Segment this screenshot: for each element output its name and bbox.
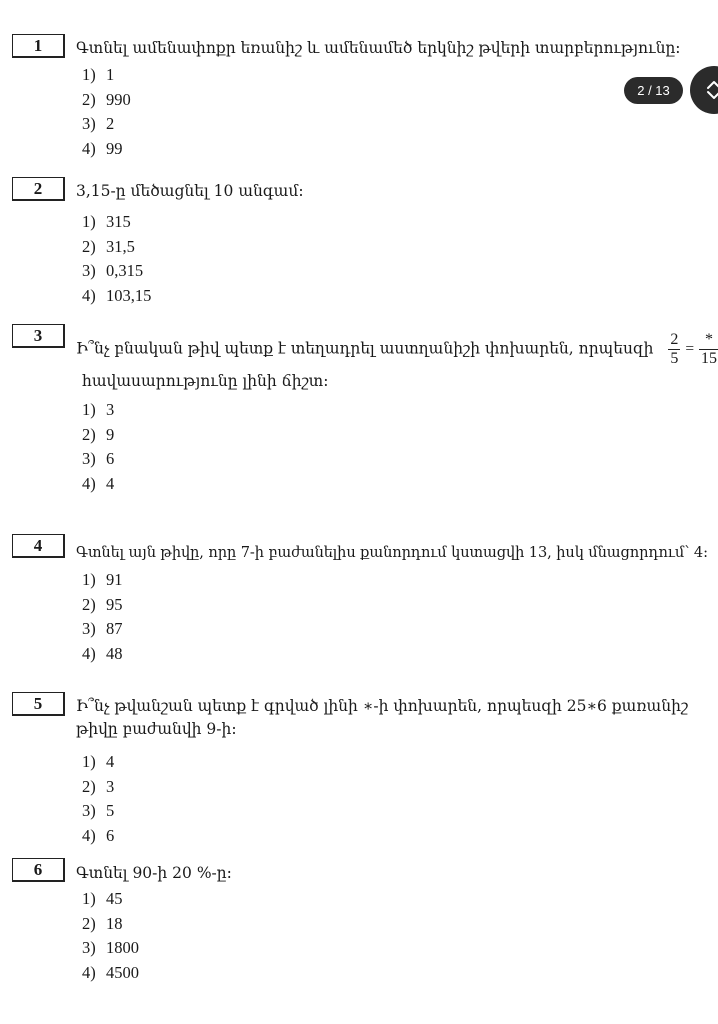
answer-option[interactable]: 2) 990 xyxy=(82,89,131,109)
question-number-box: 1 xyxy=(12,34,65,58)
answer-option[interactable]: 3) 87 xyxy=(82,619,123,638)
chevron-up-down-icon xyxy=(702,78,718,102)
answer-options xyxy=(82,568,123,666)
answer-option[interactable]: 3) 2 xyxy=(82,114,115,133)
question-number-box: 2 xyxy=(12,177,65,201)
question-number-box: 3 xyxy=(12,324,65,348)
answer-option[interactable]: 1) 4 xyxy=(82,752,115,771)
question-text-line2: հավասարությունը լինի ճիշտ: xyxy=(82,372,329,390)
answer-option[interactable]: 4) 4500 xyxy=(82,962,139,982)
fraction-star-fifteen: $\frac{*}{15}$ xyxy=(701,331,718,367)
fraction-two-fifths: $\frac{2}{5}$ xyxy=(670,331,679,367)
answer-option[interactable]: 1) 3 xyxy=(82,400,115,419)
answer-options xyxy=(82,210,151,308)
question-text: Գտնել 90-ի 20 %-ը: xyxy=(76,864,232,882)
answer-option[interactable]: 2) 9 xyxy=(82,424,115,444)
answer-options xyxy=(82,63,131,161)
answer-option[interactable]: 4) 48 xyxy=(82,643,123,663)
answer-option[interactable]: 2) 18 xyxy=(82,913,123,933)
question-text xyxy=(76,331,718,368)
page-navigation-button[interactable] xyxy=(690,66,718,114)
question-text: Ի՞նչ թվանշան պետք է գրված լինի ∗-ի փոխարեն, որպեսզի 25∗6 քառանիշ xyxy=(76,697,689,715)
question-number-box: 5 xyxy=(12,692,65,716)
equals-sign: = xyxy=(685,340,695,358)
answer-option[interactable]: 4) 4 xyxy=(82,473,115,493)
answer-option[interactable]: 4) 6 xyxy=(82,825,115,845)
answer-option[interactable]: 1) 1 xyxy=(82,65,115,84)
page-indicator: 2 / 13 xyxy=(624,77,683,104)
answer-option[interactable]: 3) 0,315 xyxy=(82,261,144,280)
answer-options xyxy=(82,887,139,985)
answer-option[interactable]: 4) 103,15 xyxy=(82,285,152,305)
answer-option[interactable]: 3) 6 xyxy=(82,449,115,468)
question-text: Գտնել այն թիվը, որը 7-ի բաժանելիս քանորդում կստացվի 13, իսկ մնացորդում՝ 4: xyxy=(76,544,708,561)
answer-option[interactable]: 1) 45 xyxy=(82,889,123,908)
answer-option[interactable]: 3) 1800 xyxy=(82,938,139,957)
question-text-line1: Ի՞նչ բնական թիվ պետք է տեղադրել աստղանիշի փոխարեն, որպեսզի xyxy=(76,339,654,358)
question-number-box: 4 xyxy=(12,534,65,558)
answer-options xyxy=(82,398,114,496)
answer-option[interactable]: 1) 315 xyxy=(82,212,131,231)
answer-option[interactable]: 1) 91 xyxy=(82,570,123,589)
answer-option[interactable]: 2) 95 xyxy=(82,594,123,614)
question-text: 3,15-ը մեծացնել 10 անգամ: xyxy=(76,182,304,200)
question-number-box: 6 xyxy=(12,858,65,882)
question-text-line2: թիվը բաժանվի 9-ի: xyxy=(76,720,237,738)
answer-options xyxy=(82,750,114,848)
answer-option[interactable]: 3) 5 xyxy=(82,801,115,820)
answer-option[interactable]: 2) 3 xyxy=(82,776,115,796)
answer-option[interactable]: 2) 31,5 xyxy=(82,236,135,256)
question-text: Գտնել ամենափոքր եռանիշ և ամենամեծ երկնիշ թվերի տարբերությունը: xyxy=(76,39,681,57)
answer-option[interactable]: 4) 99 xyxy=(82,138,123,158)
